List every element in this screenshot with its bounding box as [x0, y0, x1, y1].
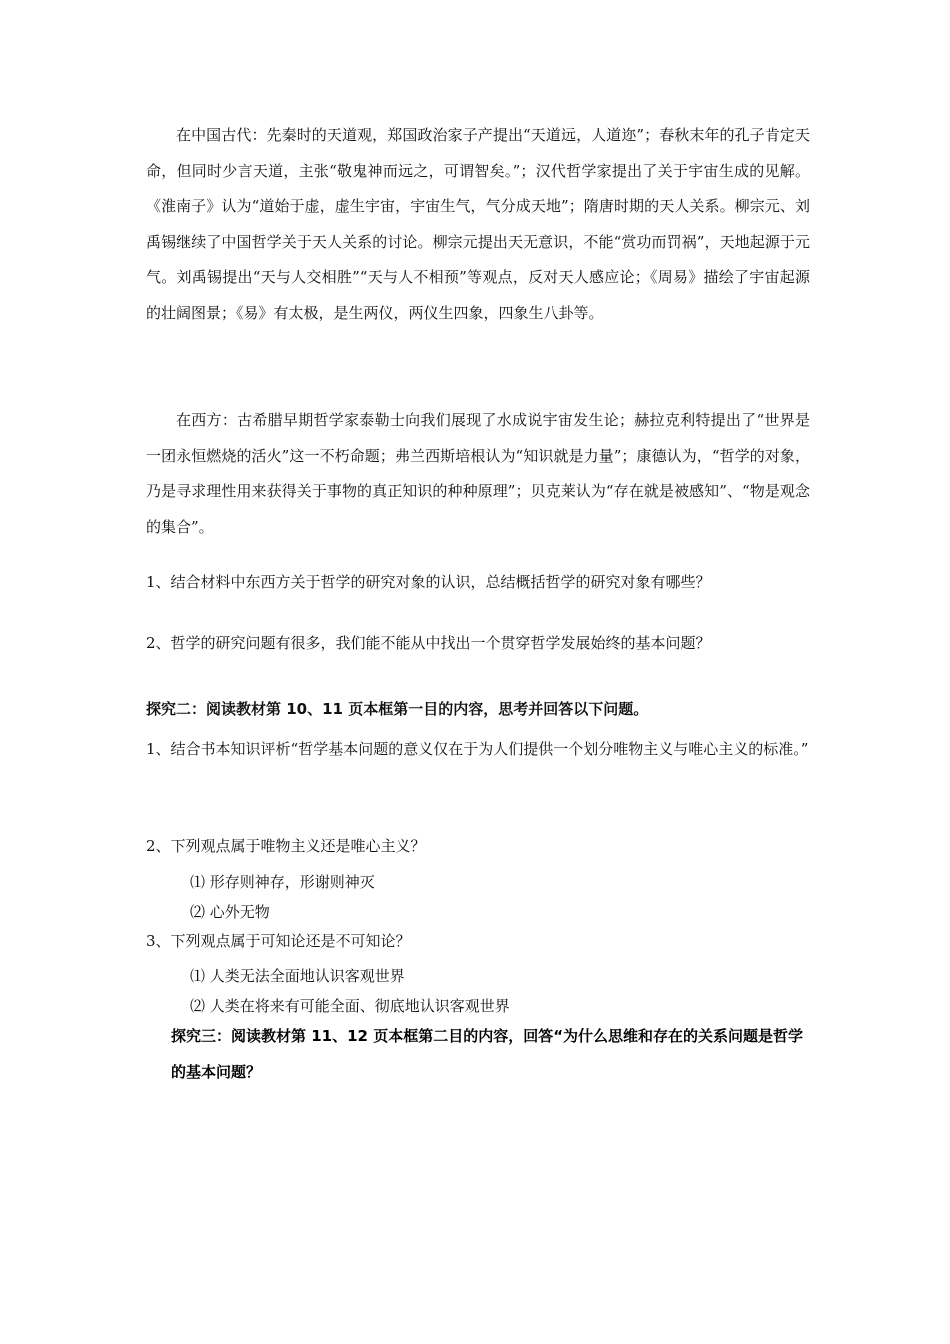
explore-two-question-2-item-1: ⑴ 形存则神存，形谢则神灭	[190, 873, 375, 891]
explore-three-heading: 探究三：阅读教材第 11、12 页本框第二目的内容，回答“为什么思维和存在的关系问题是哲学的基本问题？	[171, 1027, 804, 1081]
explore-two-heading: 探究二：阅读教材第 10、11 页本框第一目的内容，思考并回答以下问题。	[146, 700, 649, 718]
explore-two-question-2: 2、下列观点属于唯物主义还是唯心主义？	[146, 837, 426, 855]
paragraph-west: 在西方：古希腊早期哲学家泰勒士向我们展现了水成说宇宙发生论；赫拉克利特提出了“世界是一团永恒燃烧的活火”这一不朽命题；弗兰西斯培根认为“知识就是力量”；康德认为，“哲学的对象，乃是寻求理性用来获得关于事物的真正知识的种种原理”；贝克莱认为“存在就是被感知”、“物是观念的集合”。	[146, 411, 810, 536]
explore-two-question-3-item-2: ⑵ 人类在将来有可能全面、彻底地认识客观世界	[190, 997, 510, 1015]
paragraph-ancient-china: 在中国古代：先秦时的天道观，郑国政治家子产提出“天道远，人道迩”；春秋末年的孔子肯定天命，但同时少言天道，主张“敬鬼神而远之，可谓智矣。”；汉代哲学家提出了关于宇宙生成的见解。《淮南子》认为“道始于虚，虚生宇宙，宇宙生气，气分成天地”；隋唐时期的天人关系。柳宗元、刘禹锡继续了中国哲学关于天人关系的讨论。柳宗元提出天无意识，不能“赏功而罚祸”，天地起源于元气。刘禹锡提出“天与人交相胜”“天与人不相预”等观点，反对天人感应论；《周易》描绘了宇宙起源的壮阔图景；《易》有太极，是生两仪，两仪生四象，四象生八卦等。	[146, 126, 810, 322]
explore-two-question-3-item-1: ⑴ 人类无法全面地认识客观世界	[190, 967, 405, 985]
question-2: 2、哲学的研究问题有很多，我们能不能从中找出一个贯穿哲学发展始终的基本问题？	[146, 634, 711, 652]
question-1: 1、结合材料中东西方关于哲学的研究对象的认识，总结概括哲学的研究对象有哪些？	[146, 573, 711, 591]
explore-two-question-1: 1、结合书本知识评析“哲学基本问题的意义仅在于为人们提供一个划分唯物主义与唯心主义的标准。”	[146, 740, 809, 758]
explore-two-question-3: 3、下列观点属于可知论还是不可知论？	[146, 932, 411, 950]
explore-two-question-2-item-2: ⑵ 心外无物	[190, 903, 270, 921]
